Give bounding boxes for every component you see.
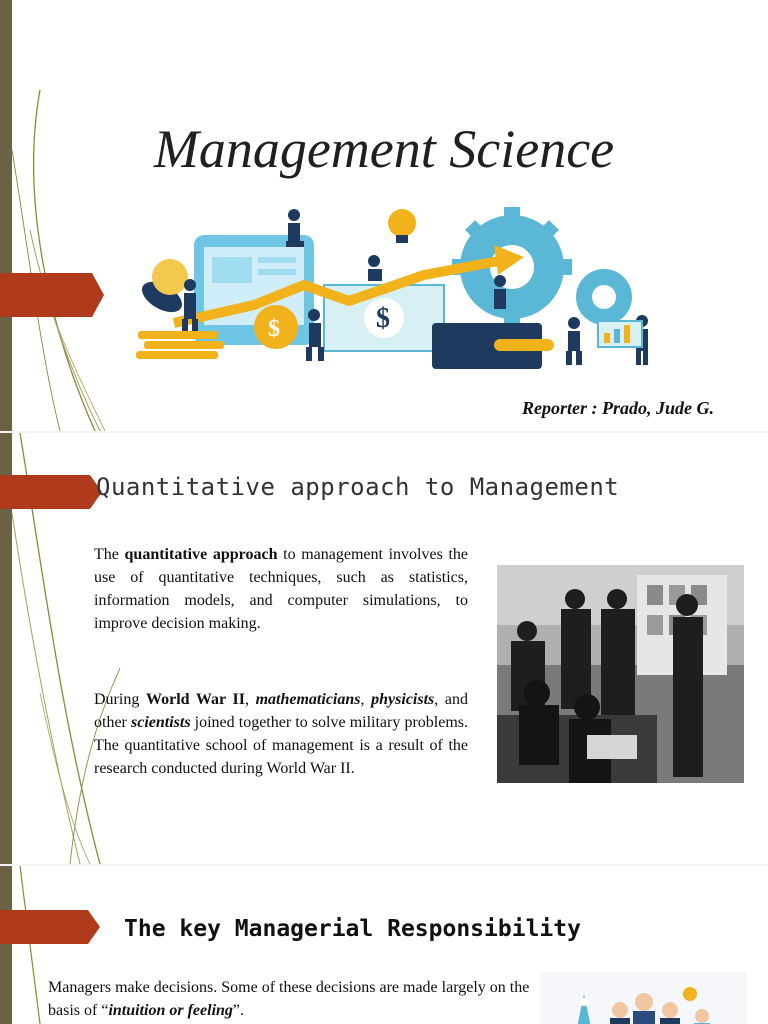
team-idea-illustration xyxy=(540,972,746,1024)
paragraph-definition xyxy=(94,543,468,635)
reporter-credit: Reporter : Prado, Jude G. xyxy=(522,398,714,418)
bold-term: World War II xyxy=(145,691,245,708)
bold-italic-term: intuition or feeling xyxy=(108,1002,233,1019)
text-run: , and other xyxy=(94,691,469,731)
svg-text:$: $ xyxy=(376,303,390,334)
bold-italic-term: mathematicians xyxy=(255,691,361,708)
accent-tab xyxy=(0,475,104,509)
text-run: Managers make decisions. Some of these decisions are made largely on the basis of “ xyxy=(48,979,530,1019)
slide-managerial-responsibility xyxy=(0,866,768,1024)
slide-heading: The key Managerial Responsibility xyxy=(124,916,581,942)
slide-heading: Quantitative approach to Management xyxy=(96,473,620,501)
page-title: Management Science xyxy=(153,119,615,179)
slide-quantitative-approach xyxy=(0,433,768,864)
paragraph-decisions xyxy=(48,976,532,1022)
slide-title xyxy=(0,0,768,431)
bold-italic-term: physicists xyxy=(371,691,435,708)
text-run: , xyxy=(360,691,372,708)
bold-term: quantitative approach xyxy=(124,546,278,563)
text-run: During xyxy=(94,691,146,708)
wwii-scientists-photo xyxy=(497,565,744,783)
text-run: The xyxy=(94,546,125,563)
text-run: joined together to solve military problems. The quantitative school of management is a result of the research conducted during World War II. xyxy=(94,714,468,777)
text-run: to management involves the use of quantitative techniques, such as statistics, information models, and computer simulations, to improve decision making. xyxy=(94,546,469,632)
svg-text:$: $ xyxy=(268,316,280,342)
accent-tab xyxy=(0,273,104,317)
bold-italic-term: scientists xyxy=(130,714,191,731)
decorative-curves xyxy=(0,0,120,431)
text-run: ”. xyxy=(232,1002,245,1019)
accent-tab xyxy=(0,910,104,944)
text-run: , xyxy=(244,691,256,708)
finance-growth-illustration xyxy=(134,205,664,373)
paragraph-history xyxy=(94,688,468,780)
